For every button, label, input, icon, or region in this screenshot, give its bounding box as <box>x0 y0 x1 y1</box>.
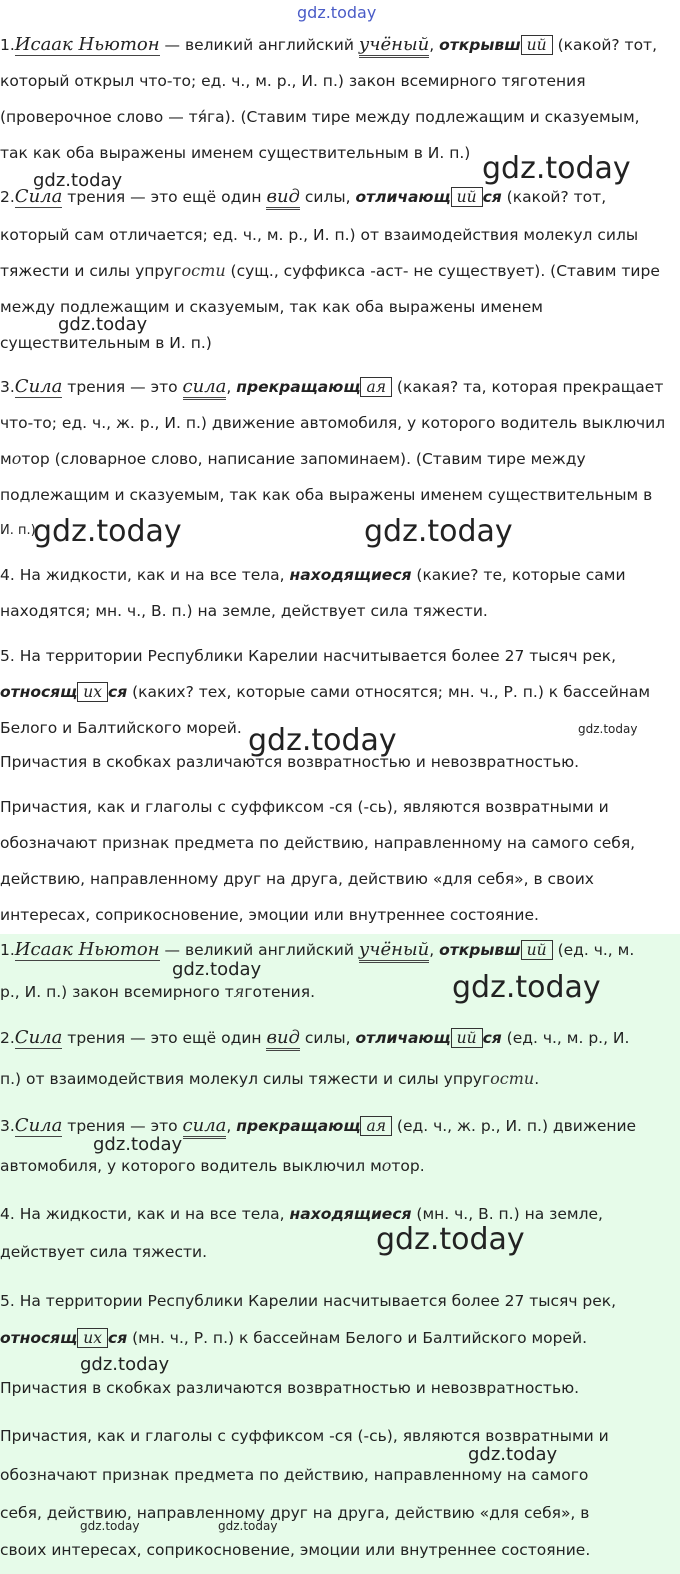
s3-line-1: 3.Сила трения — это сила, прекращающ ая (какая? та, которая прекращает <box>0 377 680 397</box>
watermark: gdz.today <box>468 1444 558 1465</box>
conclusion-1: Причастия в скобках различаются возвратностью и невозвратностью. <box>0 753 580 771</box>
predicate: учёный <box>359 34 429 58</box>
subject: Сила <box>14 1027 63 1048</box>
s2-line-3: тяжести и силы упругости (сущ., суффикса -аст- не существует). (Ставим тире <box>0 261 660 280</box>
subject: Сила <box>14 186 63 207</box>
a4-line-1: 4. На жидкости, как и на все тела, находящиеся (мн. ч., В. п.) на земле, <box>0 1205 603 1223</box>
root-mark: ости <box>181 261 226 280</box>
ending-box: ий <box>521 35 553 55</box>
subject: Сила <box>14 1115 63 1136</box>
a1-line-2: р., И. п.) закон всемирного тяготения. <box>0 982 315 1001</box>
a2-line-1: 2.Сила трения — это ещё один вид силы, отличающ ий ся (ед. ч., м. р., И. <box>0 1028 680 1048</box>
watermark: gdz.today <box>172 959 262 980</box>
predicate: учёный <box>359 939 429 963</box>
s2-line-1: 2.Сила трения — это ещё один вид силы, отличающ ий ся (какой? тот, <box>0 187 680 207</box>
s3-line-2: что-то; ед. ч., ж. р., И. п.) движение автомобиля, у которого водитель выключил <box>0 414 666 432</box>
conclusion-2-line: своих интересах, соприкосновение, эмоции или внутреннее состояние. <box>0 1541 591 1559</box>
conclusion-2-line: Причастия, как и глаголы с суффиксом -ся (-сь), являются возвратными и <box>0 798 609 816</box>
conclusion-2-line: интересах, соприкосновение, эмоции или внутреннее состояние. <box>0 906 539 924</box>
predicate: вид <box>266 186 299 210</box>
a3-line-1: 3.Сила трения — это сила, прекращающ ая (ед. ч., ж. р., И. п.) движение <box>0 1116 680 1136</box>
conclusion-1: Причастия в скобках различаются возвратностью и невозвратностью. <box>0 1379 580 1397</box>
s5-line-2: относящ их ся (каких? тех, которые сами относятся; мн. ч., Р. п.) к бассейнам <box>0 683 651 701</box>
s2-line-4: между подлежащим и сказуемым, так как оба выражены именем <box>0 298 543 316</box>
watermark: gdz.today <box>218 1519 278 1533</box>
s1-line-2: который открыл что-то; ед. ч., м. р., И. п.) закон всемирного тяготения <box>0 72 586 90</box>
watermark: gdz.today <box>482 151 631 186</box>
vowel-mark: о <box>381 1156 392 1175</box>
watermark: gdz.today <box>33 170 123 191</box>
watermark: gdz.today <box>58 314 148 335</box>
ending-box: ий <box>521 940 553 960</box>
s3-line-4: подлежащим и сказуемым, так как оба выражены именем существительным в <box>0 486 653 504</box>
s1-line-1: 1.Исаак Ньютон — великий английский учёный, открывш ий (какой? тот, <box>0 35 680 55</box>
watermark: gdz.today <box>452 970 601 1005</box>
s4-line-2: находятся; мн. ч., В. п.) на земле, действует сила тяжести. <box>0 602 488 620</box>
conclusion-2-line: себя, действию, направленному друг на друга, действию «для себя», в <box>0 1504 590 1522</box>
watermark: gdz.today <box>578 722 638 736</box>
ending-box: их <box>77 682 108 702</box>
subject: Исаак Ньютон <box>14 34 160 55</box>
conclusion-2-line: Причастия, как и глаголы с суффиксом -ся (-сь), являются возвратными и <box>0 1427 609 1445</box>
predicate: сила <box>183 1115 227 1139</box>
predicate: сила <box>183 376 227 400</box>
a2-line-2: п.) от взаимодействия молекул силы тяжести и силы упругости. <box>0 1069 540 1088</box>
subject: Исаак Ньютон <box>14 939 160 960</box>
ending-box: их <box>77 1328 108 1348</box>
watermark: gdz.today <box>376 1222 525 1257</box>
watermark: gdz.today <box>364 514 513 549</box>
vowel-mark: о <box>11 449 22 468</box>
s1-line-4: так как оба выражены именем существительным в И. п.) <box>0 144 471 162</box>
subject: Сила <box>14 376 63 397</box>
s3-line-3: мотор (словарное слово, написание запоминаем). (Ставим тире между <box>0 449 586 468</box>
a3-line-2: автомобиля, у которого водитель выключил мотор. <box>0 1156 425 1175</box>
a1-line-1: 1.Исаак Ньютон — великий английский учёный, открывш ий (ед. ч., м. <box>0 940 680 960</box>
s1-line-3: (проверочное слово — тя́га). (Ставим тире между подлежащим и сказуемым, <box>0 108 640 126</box>
watermark: gdz.today <box>80 1519 140 1533</box>
predicate: вид <box>266 1027 299 1051</box>
participle: находящиеся <box>289 566 412 584</box>
conclusion-2-line: обозначают признак предмета по действию, направленному на самого себя, <box>0 834 636 852</box>
s5-line-3: Белого и Балтийского морей. <box>0 719 242 737</box>
participle: находящиеся <box>289 1205 412 1223</box>
ending-box: ая <box>360 377 392 397</box>
s3-line-5: И. п.) <box>0 523 36 538</box>
ending-box: ий <box>451 1028 483 1048</box>
s4-line-1: 4. На жидкости, как и на все тела, находящиеся (какие? те, которые сами <box>0 566 626 584</box>
watermark: gdz.today <box>80 1354 170 1375</box>
a5-line-1: 5. На территории Республики Карелии насчитывается более 27 тысяч рек, <box>0 1292 617 1310</box>
ending-box: ий <box>451 187 483 207</box>
s5-line-1: 5. На территории Республики Карелии насчитывается более 27 тысяч рек, <box>0 647 617 665</box>
top-watermark: gdz.today <box>297 3 377 22</box>
watermark: gdz.today <box>248 723 397 758</box>
ending-box: ая <box>360 1116 392 1136</box>
watermark: gdz.today <box>33 514 182 549</box>
conclusion-2-line: действию, направленному друг на друга, действию «для себя», в своих <box>0 870 594 888</box>
vowel-mark: я <box>233 982 245 1001</box>
s2-line-2: который сам отличается; ед. ч., м. р., И. п.) от взаимодействия молекул силы <box>0 226 639 244</box>
s2-line-5: существительным в И. п.) <box>0 334 212 352</box>
a5-line-2: относящ их ся (мн. ч., Р. п.) к бассейнам Белого и Балтийского морей. <box>0 1329 588 1347</box>
conclusion-2-line: обозначают признак предмета по действию, направленному на самого <box>0 1466 589 1484</box>
root-mark: ости <box>490 1069 535 1088</box>
watermark: gdz.today <box>93 1134 183 1155</box>
a4-line-2: действует сила тяжести. <box>0 1243 208 1261</box>
